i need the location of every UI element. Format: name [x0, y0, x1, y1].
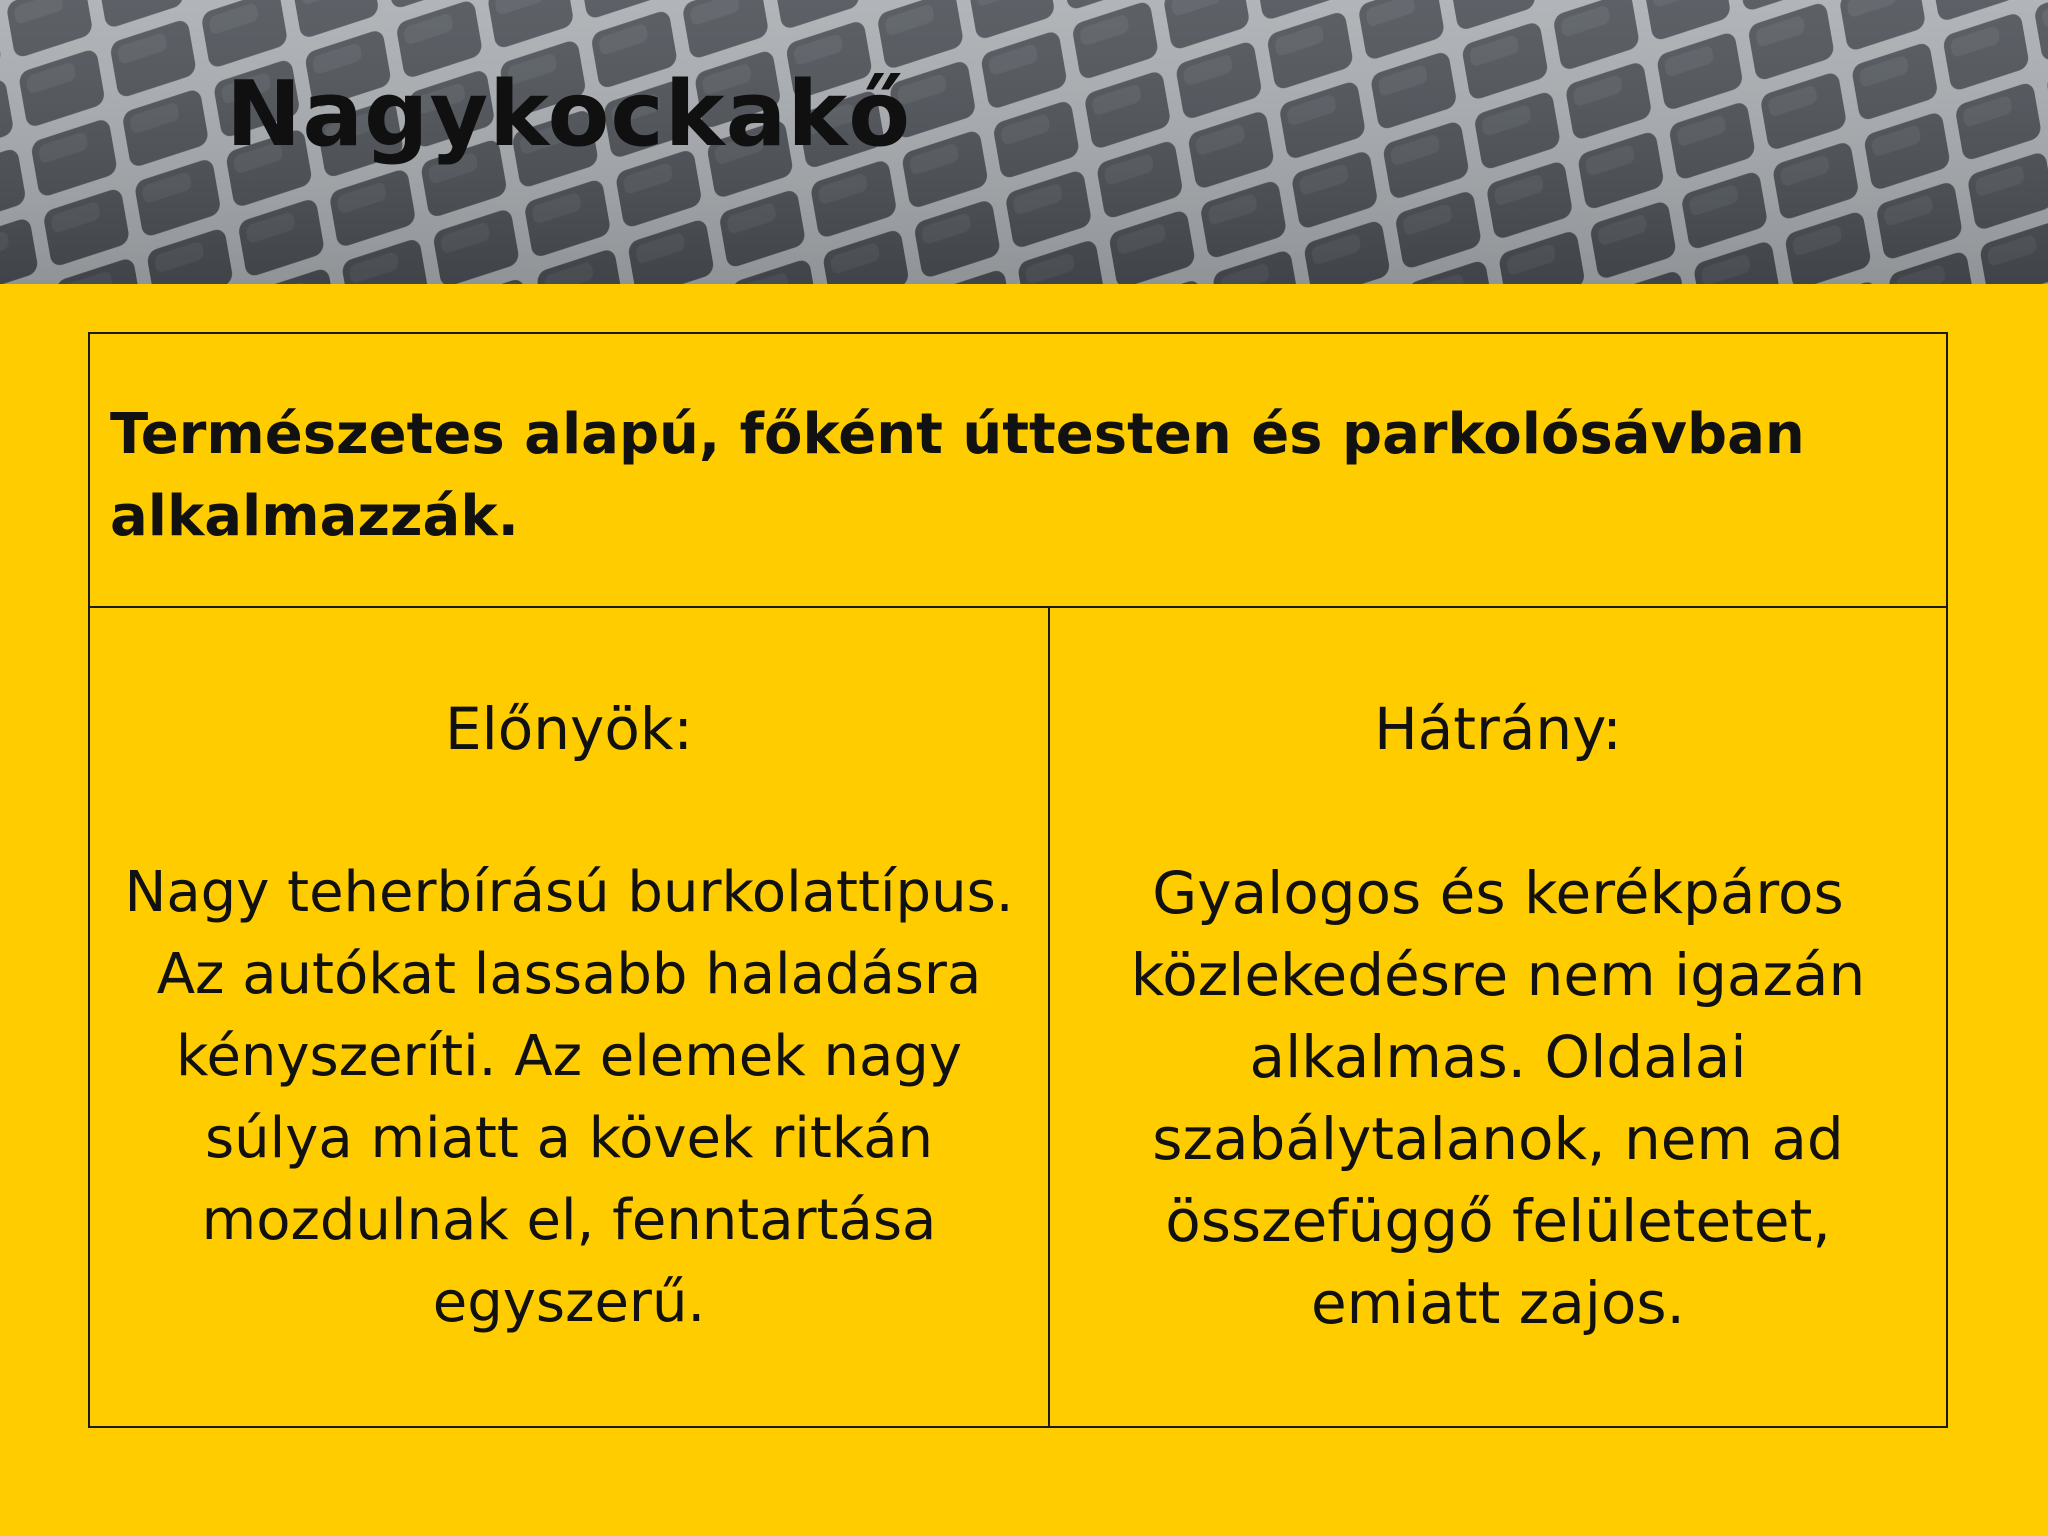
- slide-title: Nagykockakő: [226, 62, 912, 167]
- pros-cons-row: [90, 608, 1946, 1426]
- disadvantages-heading: Hátrány:: [1374, 695, 1622, 763]
- advantages-text: Nagy teherbírású burkolattípus. Az autókat lassabb haladásra kényszeríti. Az elemek nagy súlya miatt a kövek ritkán mozdulnak el, fenntartása egyszerű.: [124, 860, 1014, 1335]
- advantages-heading: Előnyök:: [445, 695, 693, 763]
- disadvantages-column: [1050, 608, 1946, 1426]
- content-table: [88, 332, 1948, 1428]
- intro-row: [90, 334, 1946, 608]
- intro-text: Természetes alapú, főként úttesten és parkolósávban alkalmazzák.: [110, 402, 1805, 549]
- cobblestone-banner: [0, 0, 2048, 284]
- advantages-column: [90, 608, 1050, 1426]
- disadvantages-text: Gyalogos és kerékpáros közlekedésre nem igazán alkalmas. Oldalai szabálytalanok, nem ad összefüggő felületetet, emiatt zajos.: [1130, 859, 1866, 1337]
